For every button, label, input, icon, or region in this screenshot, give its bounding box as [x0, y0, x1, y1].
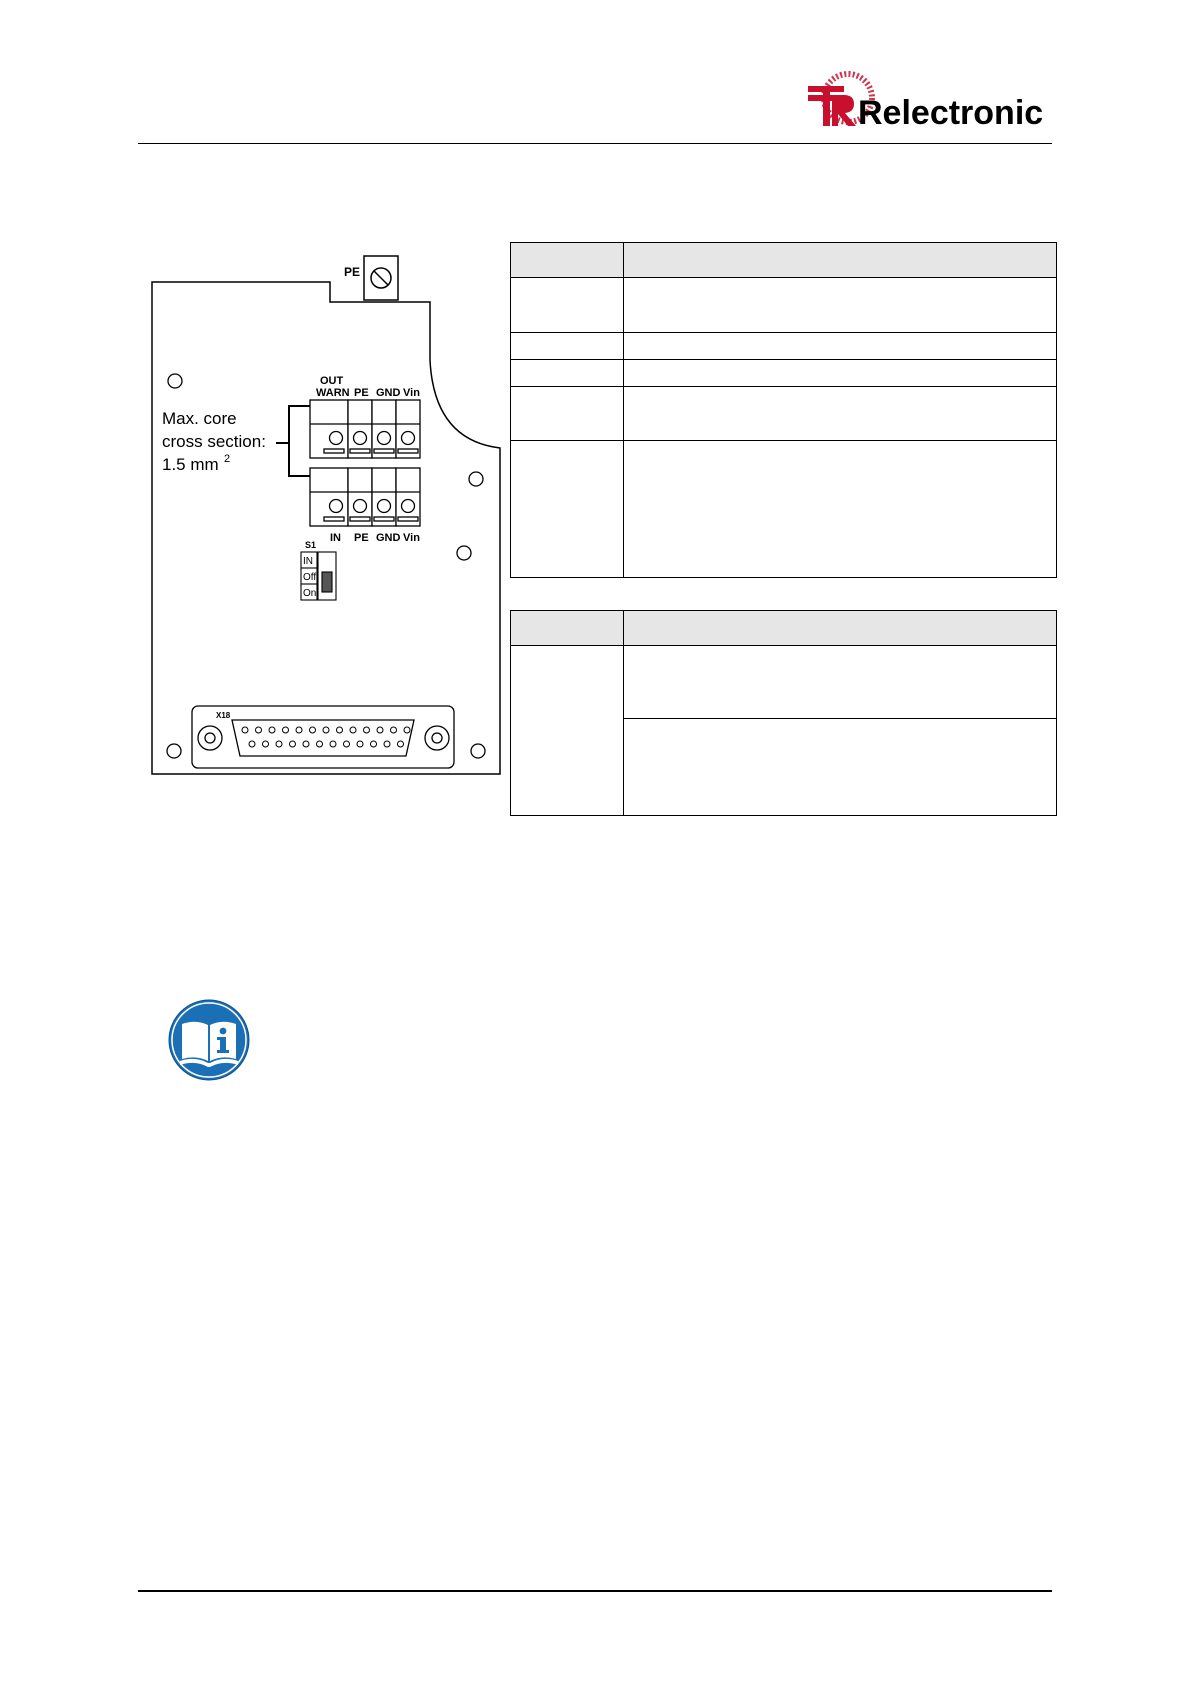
dsub-pin — [290, 741, 296, 747]
table-row — [511, 646, 1057, 719]
switch-position-label: On — [303, 588, 317, 599]
dsub-pin — [377, 727, 383, 733]
table-header-row — [511, 243, 1057, 278]
out-label: OUT — [320, 375, 344, 387]
logo-mark — [806, 68, 1052, 132]
dsub-pin — [242, 727, 248, 733]
dsub-pin — [330, 741, 336, 747]
table-header-row — [511, 611, 1057, 646]
terminal-assignment-table — [510, 242, 1057, 578]
core-note-line1: Max. core — [162, 409, 237, 428]
dsub-pin — [303, 741, 309, 747]
table-header-cell — [511, 243, 624, 278]
mounting-hole — [168, 374, 182, 388]
dsub-pin — [269, 727, 275, 733]
table-row — [511, 333, 1057, 360]
mounting-hole — [457, 546, 471, 560]
table-header-cell — [624, 243, 1057, 278]
lower-terminal-label: Vin — [403, 532, 420, 544]
switch-setting-table — [510, 610, 1057, 816]
upper-terminal-label: PE — [354, 387, 369, 399]
logo-text: Relectronic — [858, 94, 1044, 132]
dsub-pin — [384, 741, 390, 747]
connector-label: X18 — [216, 711, 231, 720]
dsub-pin — [337, 727, 343, 733]
footer-rule — [138, 1590, 1052, 1592]
dsub-pin — [256, 727, 262, 733]
lower-terminal-block — [310, 468, 420, 526]
dsub-pin — [398, 741, 404, 747]
table-cell — [511, 278, 624, 333]
mounting-hole — [471, 744, 485, 758]
board-outline — [152, 282, 500, 774]
dsub-pin — [276, 741, 282, 747]
dsub-pin — [296, 727, 302, 733]
pe-top-label: PE — [344, 265, 361, 279]
terminal-board-diagram — [148, 250, 508, 780]
core-note-superscript: 2 — [224, 453, 231, 465]
dsub-pin — [323, 727, 329, 733]
dsub-pin — [263, 741, 269, 747]
table-row — [511, 278, 1057, 333]
dsub-pin — [364, 727, 370, 733]
table-cell — [511, 646, 624, 816]
core-bracket — [289, 406, 310, 476]
header-rule — [138, 143, 1052, 144]
x18-dsub-connector — [192, 706, 454, 768]
lower-terminal-label: IN — [330, 532, 341, 544]
core-note-line3: 1.5 mm — [162, 455, 219, 474]
table-cell — [511, 387, 624, 441]
mounting-hole — [469, 472, 483, 486]
upper-terminal-label: GND — [376, 387, 401, 399]
table-row — [511, 360, 1057, 387]
dsub-pin — [391, 727, 397, 733]
table-header-cell — [511, 611, 624, 646]
dsub-pin — [350, 727, 356, 733]
dsub-pin — [249, 741, 255, 747]
table-cell — [511, 360, 624, 387]
table-header-cell — [624, 611, 1057, 646]
table-cell — [511, 441, 624, 578]
table-cell — [624, 646, 1057, 719]
dsub-pin — [371, 741, 377, 747]
table-cell — [511, 333, 624, 360]
table-cell — [624, 719, 1057, 816]
tr-electronic-logo — [806, 68, 1052, 132]
mounting-hole — [167, 744, 181, 758]
table-cell — [624, 278, 1057, 333]
dsub-pin — [344, 741, 350, 747]
table-cell — [624, 360, 1057, 387]
manual-info-icon — [168, 999, 250, 1081]
dsub-pins — [242, 727, 410, 747]
table-row — [511, 387, 1057, 441]
switch-position-label: Off — [303, 572, 317, 583]
table-cell — [624, 333, 1057, 360]
upper-terminal-label: WARN — [316, 387, 350, 399]
table-row — [511, 441, 1057, 578]
dsub-pin — [283, 727, 289, 733]
table-cell — [624, 387, 1057, 441]
upper-terminal-label: Vin — [403, 387, 420, 399]
dsub-pin — [317, 741, 323, 747]
dsub-pin — [404, 727, 410, 733]
core-note-line2: cross section: — [162, 432, 266, 451]
upper-terminal-block — [310, 400, 420, 458]
lower-terminal-label: PE — [354, 532, 369, 544]
dsub-pin — [357, 741, 363, 747]
lower-terminal-label: GND — [376, 532, 401, 544]
dsub-pin — [310, 727, 316, 733]
switch-name: S1 — [305, 540, 317, 550]
table-cell — [624, 441, 1057, 578]
switch-position-label: IN — [303, 556, 313, 567]
